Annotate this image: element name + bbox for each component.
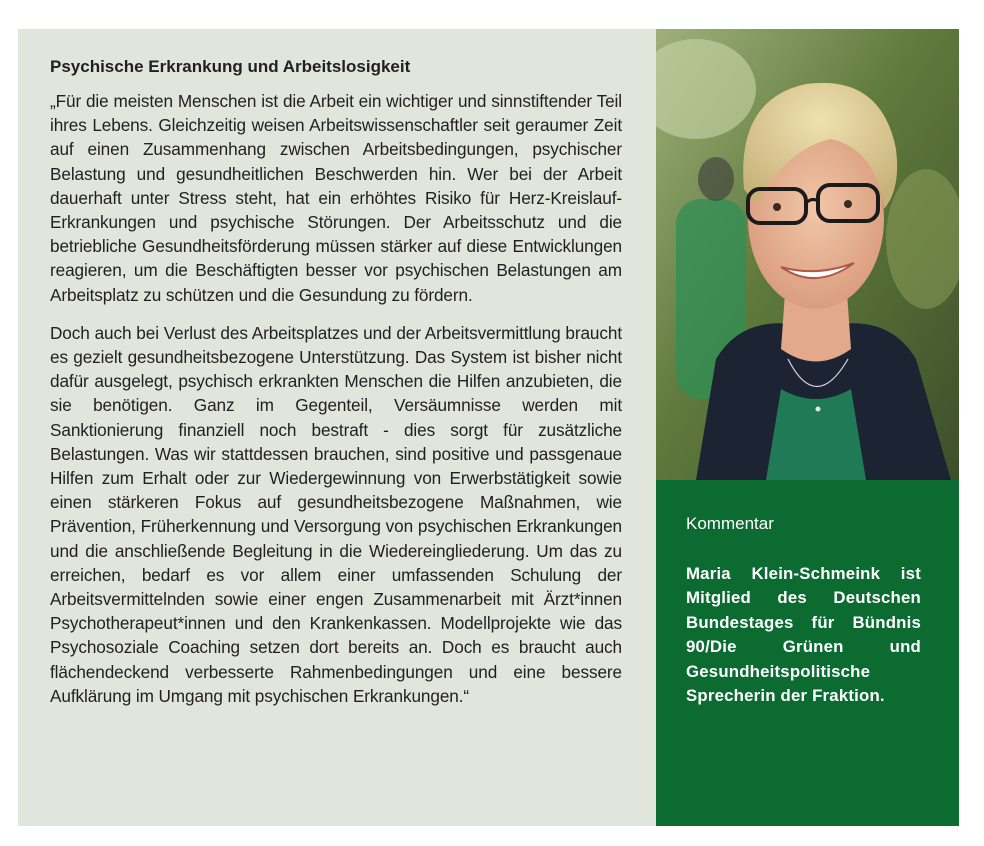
article-paragraph-2: Doch auch bei Verlust des Arbeitsplatzes und der Arbeitsvermittlung braucht es gezielt gesundheitsbezogene Unterstützung. Das System ist bisher nicht dafür ausgelegt, psychisch erkrankten Menschen die Hilfen anzubieten, die sie benötigen. Ganz im Gegenteil, Versäumnisse werden mit Sanktionierung finanziell noch bestraft - dies sorgt für zusätzliche Belastungen. Was wir stattdessen brauchen, sind positive und passgenaue Hilfen zum Erhalt oder zur Wiedergewinnung von Erwerbstätigkeit sowie einen stärkeren Fokus auf gesundheitsbezogene Maßnahmen, wie Prävention, Früherkennung und Versorgung von psychischen Erkrankungen und die anschließende Begleitung in die Wiedereingliederung. Um das zu erreichen, bedarf es vor allem einer umfassenden Schulung der Arbeitsvermittelnden sowie einer engen Zusammenarbeit mit Ärzt*innen Psychotherapeut*innen und den Krankenkassen. Modellprojekte wie das Psychosoziale Coaching setzen dort bereits an. Doch es braucht auch flächendeckend verbesserte Rahmenbedingungen und eine bessere Aufklärung im Umgang mit psychischen Erkrankungen.“ [50,322,622,706]
author-bio: Maria Klein-Schmeink ist Mitglied des Deutschen Bundestages für Bündnis 90/Die Grünen und Gesundheitspolitische Sprecherin der Fraktion. [686,564,921,706]
comment-panel [656,480,959,826]
article-paragraph-1: „Für die meisten Menschen ist die Arbeit ein wichtiger und sinnstiftender Teil ihres Lebens. Gleichzeitig weisen Arbeitswissenschaftler seit geraumer Zeit auf einen Zusammenhang zwischen Arbeitsbedingungen, psychischer Belastung und gesundheitlichen Beschwerden hin. Wer bei der Arbeit dauerhaft unter Stress steht, hat ein erhöhtes Risiko für Herz-Kreislauf-Erkrankungen und psychische Störungen. Der Arbeitsschutz und die betriebliche Gesundheitsförderung müssen stärker auf diese Entwicklungen reagieren, um die Beschäftigten besser vor psychischen Belastungen am Arbeitsplatz zu schützen und die Gesundung zu fördern. [50,91,622,305]
article-panel [18,29,656,826]
portrait-photo [656,29,959,480]
comment-heading: Kommentar [686,514,774,533]
article-title: Psychische Erkrankung und Arbeitslosigkeit [50,57,411,76]
